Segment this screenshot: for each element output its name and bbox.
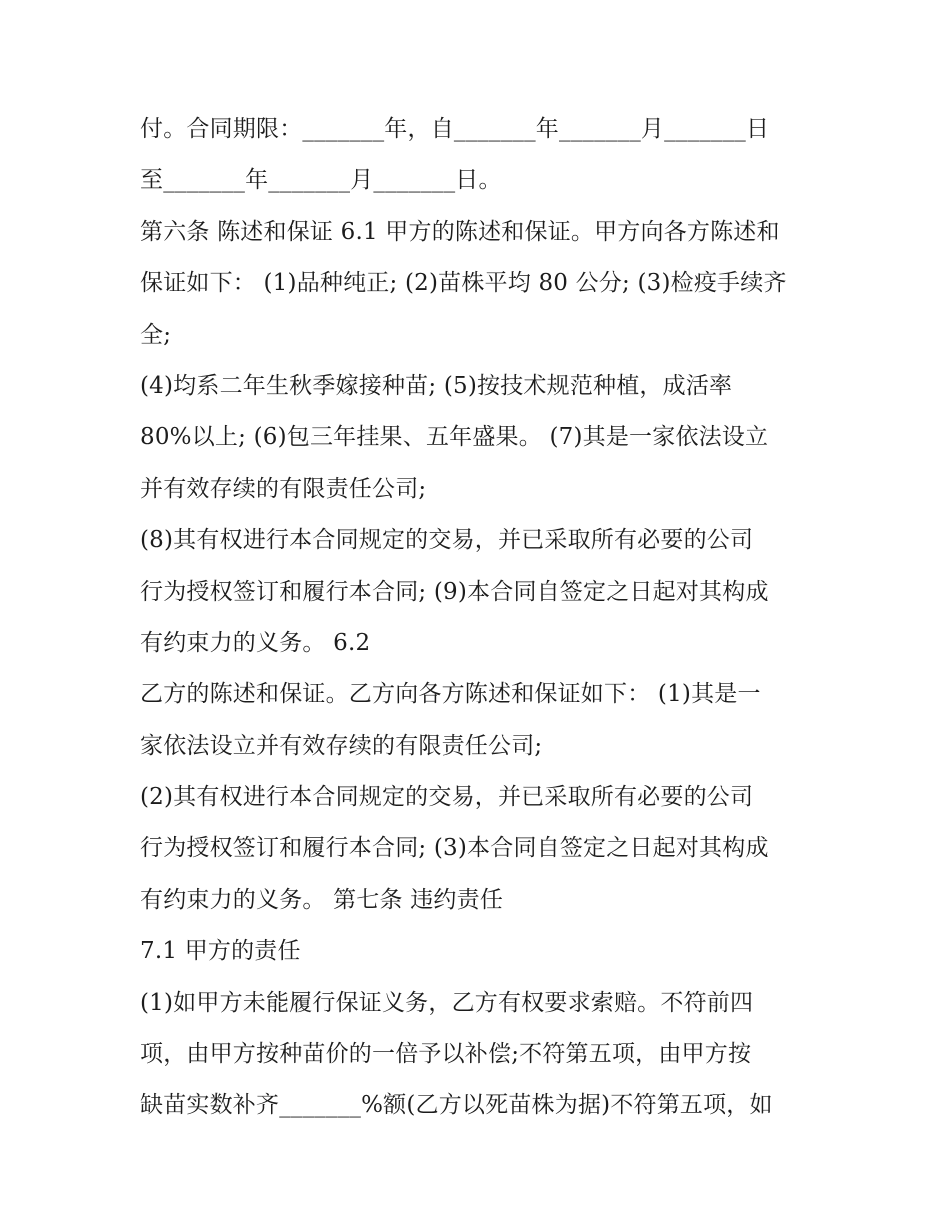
text-line: 80%以上; (6)包三年挂果、五年盛果。 (7)其是一家依法设立 [140,424,769,451]
text-line: 付。合同期限：_______年，自_______年_______月_______日 [140,116,770,142]
text-line: 并有效存续的有限责任公司; [140,475,427,502]
text-line: (4)均系二年生秋季嫁接种苗; (5)按技术规范种植，成活率 [140,372,733,399]
text-line: 至_______年_______月_______日。 [140,167,502,194]
text-line: 项，由甲方按种苗价的一倍予以补偿;不符第五项，由甲方按 [140,1041,752,1068]
text-line: (1)如甲方未能履行保证义务，乙方有权要求索赔。不符前四 [140,989,754,1016]
contract-text-body [140,104,830,1132]
text-line: 行为授权签订和履行本合同; (9)本合同自签定之日起对其构成 [140,578,769,605]
text-line: 全; [140,321,172,348]
text-line: 有约束力的义务。 第七条 违约责任 [140,886,504,913]
text-line: 行为授权签订和履行本合同; (3)本合同自签定之日起对其构成 [140,835,769,862]
text-line: (2)其有权进行本合同规定的交易，并已采取所有必要的公司 [140,784,754,811]
text-line: 家依法设立并有效存续的有限责任公司; [140,732,543,759]
text-line: (8)其有权进行本合同规定的交易，并已采取所有必要的公司 [140,527,754,554]
text-line: 第六条 陈述和保证 6.1 甲方的陈述和保证。甲方向各方陈述和 [140,218,780,245]
text-line: 7.1 甲方的责任 [140,938,301,965]
text-line: 缺苗实数补齐_______%额(乙方以死苗株为据)不符第五项，如 [140,1092,773,1119]
text-line: 乙方的陈述和保证。乙方向各方陈述和保证如下： (1)其是一 [140,681,761,708]
text-line: 保证如下： (1)品种纯正; (2)苗株平均 80 公分; (3)检疫手续齐 [140,270,787,297]
text-line: 有约束力的义务。 6.2 [140,629,371,656]
